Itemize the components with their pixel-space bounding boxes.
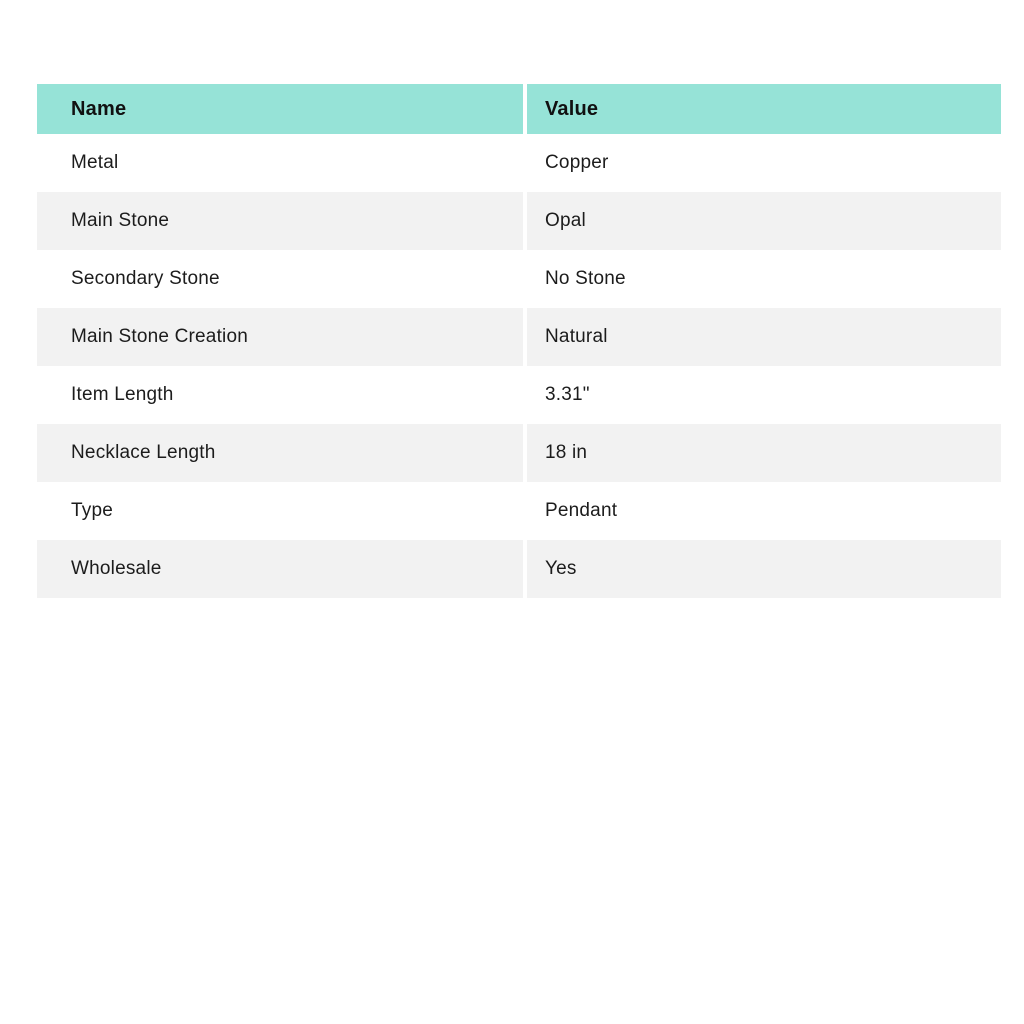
row-name-cell: Wholesale [37,540,523,598]
table-header-row [37,84,1001,134]
header-cell-name: Name [37,84,523,134]
table-row [37,424,1001,482]
row-value-cell: Opal [527,192,1001,250]
row-name-cell: Main Stone Creation [37,308,523,366]
row-value-cell: 3.31" [527,366,1001,424]
item-specifics-table [37,84,1001,598]
header-cell-value: Value [527,84,1001,134]
row-value-cell: Copper [527,134,1001,192]
row-name-cell: Main Stone [37,192,523,250]
row-name-cell: Item Length [37,366,523,424]
row-name-cell: Metal [37,134,523,192]
table-row [37,366,1001,424]
row-value-cell: 18 in [527,424,1001,482]
row-value-cell: Natural [527,308,1001,366]
row-value-cell: No Stone [527,250,1001,308]
row-name-cell: Necklace Length [37,424,523,482]
row-name-cell: Type [37,482,523,540]
table-row [37,308,1001,366]
row-name-cell: Secondary Stone [37,250,523,308]
table-row [37,134,1001,192]
row-value-cell: Pendant [527,482,1001,540]
row-value-cell: Yes [527,540,1001,598]
table-row [37,482,1001,540]
table-row [37,250,1001,308]
table-row [37,540,1001,598]
table-body [37,134,1001,598]
table-row [37,192,1001,250]
